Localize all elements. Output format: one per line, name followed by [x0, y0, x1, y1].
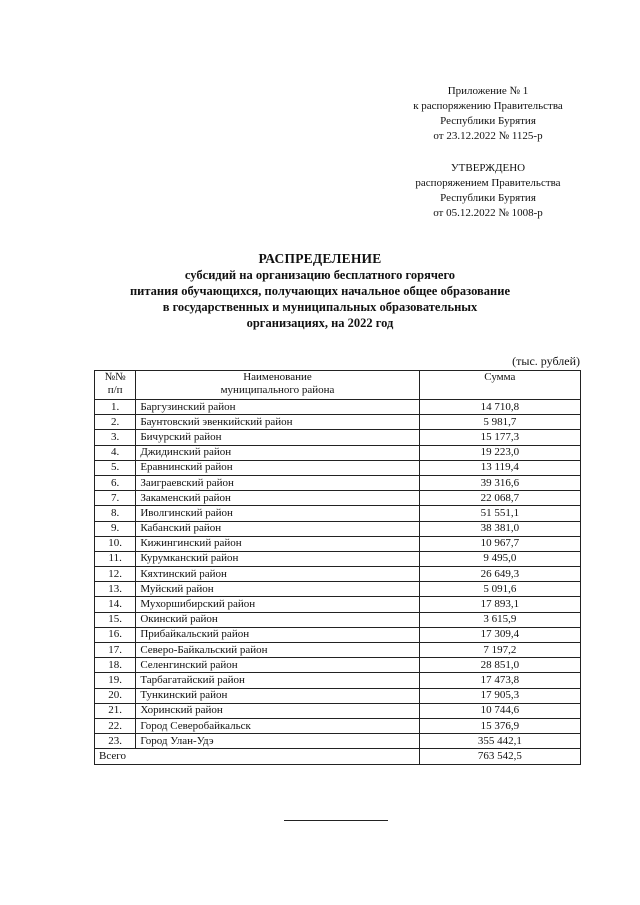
row-sum: 15 376,9 — [419, 718, 580, 733]
table-row — [95, 627, 581, 642]
row-sum: 10 744,6 — [419, 703, 580, 718]
title-line: питания обучающихся, получающих начальное общее образование — [129, 284, 511, 298]
row-name: Прибайкальский район — [136, 627, 419, 642]
table-row — [95, 734, 581, 749]
table-row — [95, 582, 581, 597]
row-name: Хоринский район — [136, 703, 419, 718]
row-name: Окинский район — [136, 612, 419, 627]
row-num: 17. — [95, 643, 136, 658]
table-row — [95, 506, 581, 521]
row-sum: 14 710,8 — [419, 400, 580, 415]
row-sum: 5 981,7 — [419, 415, 580, 430]
row-sum: 3 615,9 — [419, 612, 580, 627]
approved-line: от 05.12.2022 № 1008-р — [433, 207, 543, 219]
title-line: субсидий на организацию бесплатного горячего — [184, 268, 456, 282]
row-name: Джидинский район — [136, 445, 419, 460]
row-sum: 19 223,0 — [419, 445, 580, 460]
row-num: 7. — [95, 491, 136, 506]
appendix-line: Приложение № 1 — [447, 85, 529, 97]
row-name: Иволгинский район — [136, 506, 419, 521]
table-row — [95, 536, 581, 551]
row-sum: 28 851,0 — [419, 658, 580, 673]
distribution-table — [94, 370, 581, 765]
row-name: Бичурский район — [136, 430, 419, 445]
row-name: Баргузинский район — [136, 400, 419, 415]
row-num: 4. — [95, 445, 136, 460]
row-name: Северо-Байкальский район — [136, 643, 419, 658]
header-sum: Сумма — [419, 371, 580, 400]
row-num: 23. — [95, 734, 136, 749]
row-sum: 355 442,1 — [419, 734, 580, 749]
header-num — [95, 371, 136, 400]
title-line: в государственных и муниципальных образовательных — [162, 300, 478, 314]
row-num: 16. — [95, 627, 136, 642]
row-num: 10. — [95, 536, 136, 551]
table-row — [95, 688, 581, 703]
title-line: организациях, на 2022 год — [246, 316, 394, 330]
row-sum: 39 316,6 — [419, 475, 580, 490]
row-name: Закаменский район — [136, 491, 419, 506]
header-name-line2: муниципального района — [220, 384, 335, 396]
row-num: 21. — [95, 703, 136, 718]
table-row — [95, 400, 581, 415]
header-name — [136, 371, 419, 400]
title-subtitle — [60, 267, 580, 331]
row-name: Кижингинский район — [136, 536, 419, 551]
row-name: Кяхтинский район — [136, 567, 419, 582]
table-row — [95, 415, 581, 430]
table-row — [95, 597, 581, 612]
approved-block — [384, 161, 592, 221]
row-num: 6. — [95, 475, 136, 490]
row-num: 13. — [95, 582, 136, 597]
table-row — [95, 430, 581, 445]
row-num: 18. — [95, 658, 136, 673]
row-sum: 17 473,8 — [419, 673, 580, 688]
row-num: 20. — [95, 688, 136, 703]
table-row — [95, 612, 581, 627]
row-sum: 26 649,3 — [419, 567, 580, 582]
row-num: 19. — [95, 673, 136, 688]
appendix-line: от 23.12.2022 № 1125-р — [433, 130, 543, 142]
row-sum: 17 309,4 — [419, 627, 580, 642]
approved-line: Республики Бурятия — [440, 192, 536, 204]
row-name: Город Улан-Удэ — [136, 734, 419, 749]
table-row — [95, 475, 581, 490]
appendix-line: к распоряжению Правительства — [413, 100, 563, 112]
row-num: 1. — [95, 400, 136, 415]
row-num: 11. — [95, 551, 136, 566]
row-name: Курумканский район — [136, 551, 419, 566]
row-name: Кабанский район — [136, 521, 419, 536]
table-header-row — [95, 371, 581, 400]
appendix-line: Республики Бурятия — [440, 115, 536, 127]
row-name: Тарбагатайский район — [136, 673, 419, 688]
row-name: Город Северобайкальск — [136, 718, 419, 733]
row-sum: 17 905,3 — [419, 688, 580, 703]
row-num: 9. — [95, 521, 136, 536]
table-total-row — [95, 749, 581, 764]
header-name-line1: Наименование — [243, 371, 312, 383]
title-main: РАСПРЕДЕЛЕНИЕ — [258, 251, 382, 266]
appendix-block — [384, 84, 592, 144]
table-row — [95, 643, 581, 658]
approved-line: УТВЕРЖДЕНО — [450, 162, 526, 174]
total-label: Всего — [95, 749, 420, 764]
table-row — [95, 658, 581, 673]
row-sum: 5 091,6 — [419, 582, 580, 597]
row-name: Селенгинский район — [136, 658, 419, 673]
row-sum: 17 893,1 — [419, 597, 580, 612]
table-row — [95, 491, 581, 506]
table-row — [95, 521, 581, 536]
approved-line: распоряжением Правительства — [415, 177, 561, 189]
footer-divider — [284, 820, 388, 821]
row-num: 8. — [95, 506, 136, 521]
document-title — [60, 250, 580, 331]
table-row — [95, 567, 581, 582]
total-sum: 763 542,5 — [419, 749, 580, 764]
row-sum: 7 197,2 — [419, 643, 580, 658]
row-num: 2. — [95, 415, 136, 430]
row-num: 22. — [95, 718, 136, 733]
header-num-line1: №№ — [104, 371, 126, 383]
row-num: 12. — [95, 567, 136, 582]
row-num: 14. — [95, 597, 136, 612]
row-name: Мухоршибирский район — [136, 597, 419, 612]
row-num: 5. — [95, 460, 136, 475]
row-num: 15. — [95, 612, 136, 627]
row-sum: 38 381,0 — [419, 521, 580, 536]
row-num: 3. — [95, 430, 136, 445]
row-name: Тункинский район — [136, 688, 419, 703]
row-sum: 51 551,1 — [419, 506, 580, 521]
table-body — [95, 400, 581, 749]
row-sum: 22 068,7 — [419, 491, 580, 506]
header-num-line2: п/п — [107, 384, 123, 396]
row-name: Баунтовский эвенкийский район — [136, 415, 419, 430]
table-row — [95, 703, 581, 718]
row-sum: 13 119,4 — [419, 460, 580, 475]
table-row — [95, 673, 581, 688]
row-sum: 9 495,0 — [419, 551, 580, 566]
table-row — [95, 551, 581, 566]
table-row — [95, 460, 581, 475]
table-row — [95, 718, 581, 733]
row-name: Муйский район — [136, 582, 419, 597]
unit-label: (тыс. рублей) — [512, 354, 580, 368]
table-row — [95, 445, 581, 460]
row-name: Заиграевский район — [136, 475, 419, 490]
row-sum: 15 177,3 — [419, 430, 580, 445]
row-name: Еравнинский район — [136, 460, 419, 475]
row-sum: 10 967,7 — [419, 536, 580, 551]
